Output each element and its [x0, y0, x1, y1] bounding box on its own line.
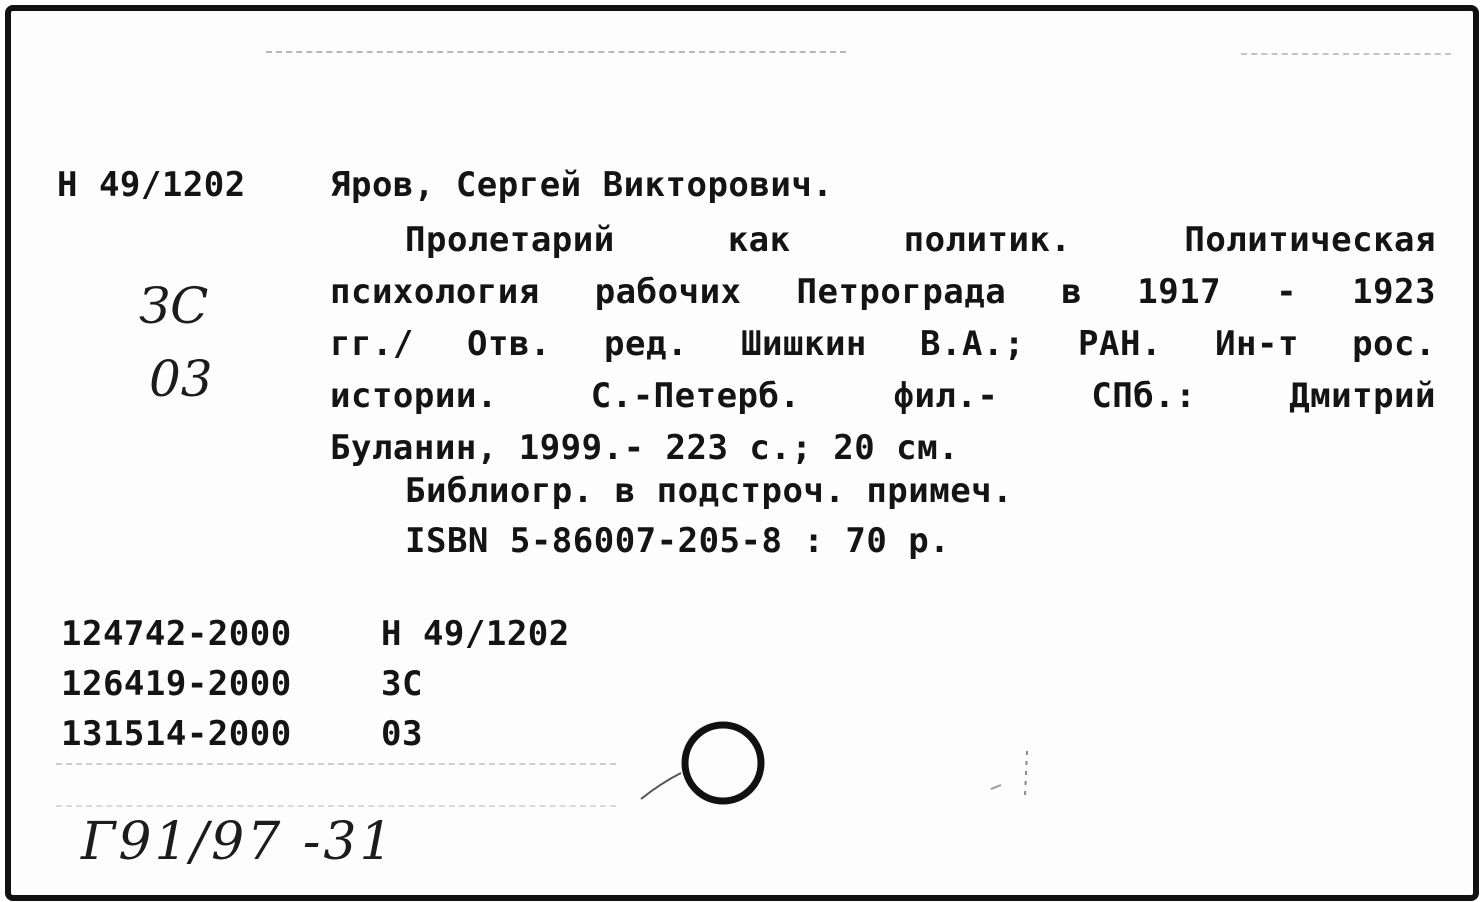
description-line: Пролетарий как политик. Политическая — [405, 220, 1436, 260]
location-code: 03 — [381, 714, 423, 754]
author-heading: Яров, Сергей Викторович. — [330, 165, 834, 205]
call-number: Н 49/1202 — [57, 165, 246, 205]
inventory-number: 126419-2000 — [61, 664, 292, 704]
location-code: Н 49/1202 — [381, 614, 570, 654]
handwritten-mark-zs: ЗС — [139, 277, 209, 335]
description-line: психология рабочих Петрограда в 1917 - 1923 — [330, 272, 1436, 312]
bibliography-note: Библиогр. в подстроч. примеч. — [405, 471, 1014, 511]
handwritten-shelf-mark: Г91/97 -31 — [81, 812, 396, 872]
description-line: Буланин, 1999.- 223 с.; 20 см. — [330, 428, 960, 468]
description-line: истории. С.-Петерб. фил.- СПб.: Дмитрий — [330, 376, 1436, 416]
description-line: гг./ Отв. ред. Шишкин В.А.; РАН. Ин-т рос. — [330, 324, 1436, 364]
punch-hole-icon — [631, 711, 781, 821]
handwritten-mark-03: 03 — [149, 350, 213, 408]
isbn-price: ISBN 5-86007-205-8 : 70 р. — [405, 521, 951, 561]
bibliographic-description — [330, 214, 1436, 474]
top-dotted-line — [266, 51, 846, 53]
accession-row — [61, 614, 570, 657]
inventory-number: 124742-2000 — [61, 614, 292, 654]
stray-marks — [971, 741, 1051, 811]
top-dotted-line-right — [1241, 53, 1451, 55]
accession-row — [61, 664, 423, 707]
location-code: ЗС — [381, 664, 423, 704]
accession-row — [61, 714, 423, 757]
inventory-number: 131514-2000 — [61, 714, 292, 754]
catalog-card — [5, 5, 1479, 901]
erased-smudge — [56, 763, 616, 807]
